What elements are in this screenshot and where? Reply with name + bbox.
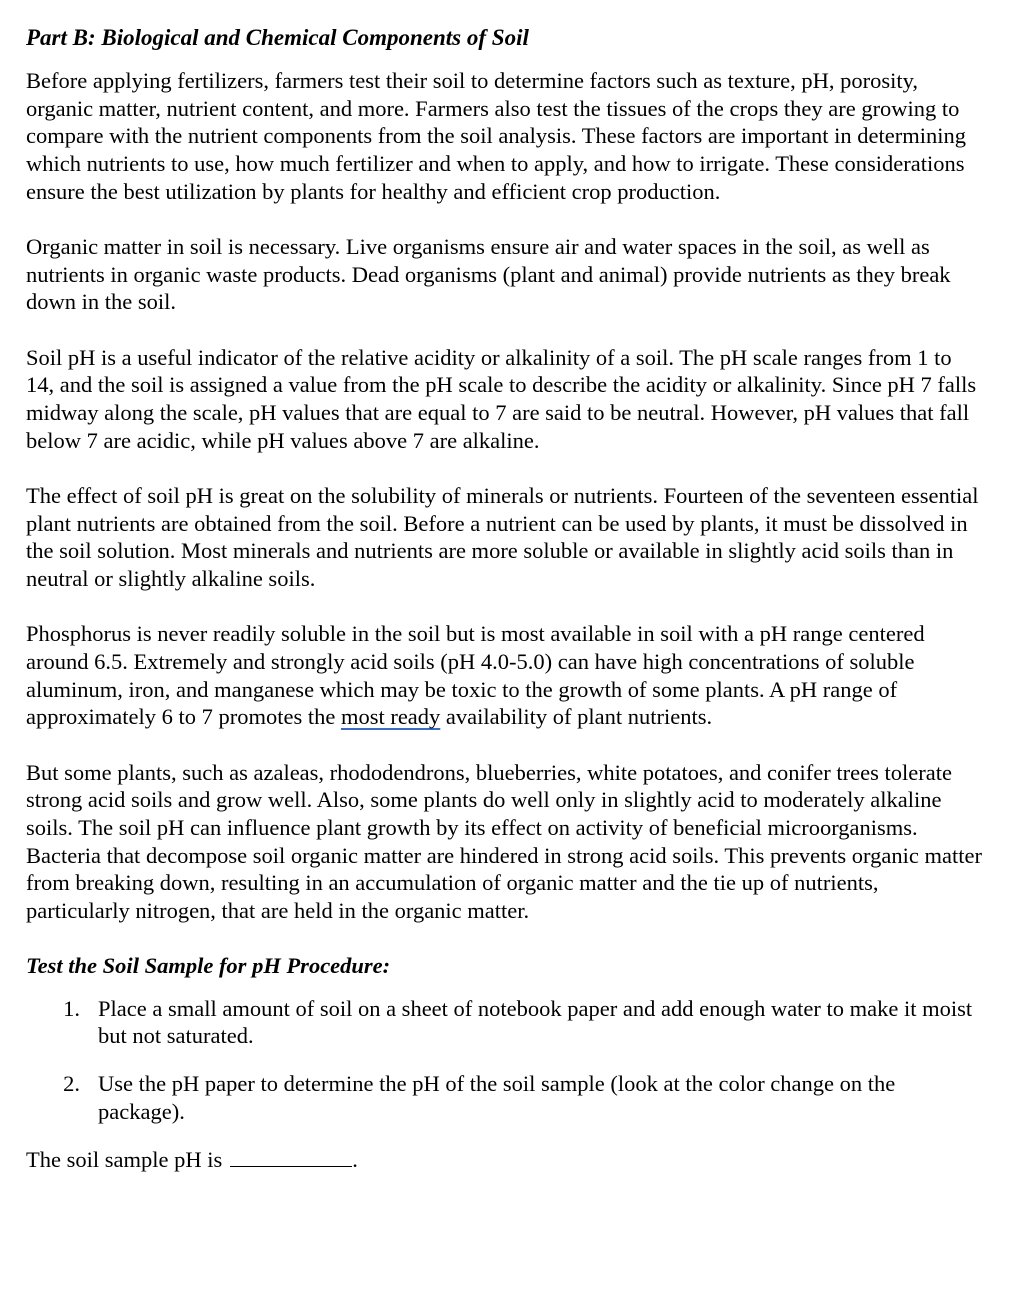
paragraph-phosphorus <box>26 620 984 731</box>
answer-suffix: . <box>352 1146 358 1172</box>
step-text: Place a small amount of soil on a sheet of notebook paper and add enough water to make it moist but not saturated. <box>98 995 973 1049</box>
procedure-step <box>26 1070 984 1125</box>
paragraph-soil-ph: Soil pH is a useful indicator of the relative acidity or alkalinity of a soil. The pH scale ranges from 1 to 14, and the soil is assigned a value from the pH scale to describe the acidity or alkalinity. Since pH 7 falls midway along the scale, pH values that are equal to 7 are said to be neutral. However, pH values that fall below 7 are acidic, while pH values above 7 are alkaline. <box>26 344 977 453</box>
paragraph-acid-tolerant-plants: But some plants, such as azaleas, rhododendrons, blueberries, white potatoes, and conifer trees tolerate strong acid soils and grow well. Also, some plants do well only in slightly acid to moderately alkaline soils. The soil pH can influence plant growth by its effect on activity of beneficial microorganisms. Bacteria that decompose soil organic matter are hindered in strong acid soils. This prevents organic matter from breaking down, resulting in an accumulation of organic matter and the tie up of nutrients, particularly nitrogen, that are held in the organic matter. <box>26 759 982 924</box>
paragraph-phosphorus-end: availability of plant nutrients. <box>440 704 713 730</box>
paragraph-organic-matter: Organic matter in soil is necessary. Live organisms ensure air and water spaces in the soil, as well as nutrients in organic waste products. Dead organisms (plant and animal) provide nutrients as they break down in the soil. <box>26 234 951 315</box>
answer-line <box>26 1146 984 1174</box>
paragraph-solubility: The effect of soil pH is great on the solubility of minerals or nutrients. Fourteen of the seventeen essential plant nutrients are obtained from the soil. Before a nutrient can be used by plants, it must be dissolved in the soil solution. Most minerals and nutrients are more soluble or available in slightly acid soils than in neutral or slightly alkaline soils. <box>26 482 979 592</box>
procedure-title: Test the Soil Sample for pH Procedure: <box>26 952 391 978</box>
step-number: 2. <box>63 1071 80 1097</box>
procedure-step <box>26 995 984 1050</box>
underlined-phrase: most ready <box>340 704 441 730</box>
step-number: 1. <box>63 995 80 1021</box>
answer-blank[interactable] <box>230 1146 352 1167</box>
step-text: Use the pH paper to determine the pH of the soil sample (look at the color change on the package). <box>98 1071 896 1124</box>
procedure-steps <box>26 995 984 1126</box>
paragraph-soil-testing: Before applying fertilizers, farmers test their soil to determine factors such as texture, pH, porosity, organic matter, nutrient content, and more. Farmers also test the tissues of the crops they are growing to compare with the nutrient components from the soil analysis. These factors are important in determining which nutrients to use, how much fertilizer and when to apply, and how to irrigate. These considerations ensure the best utilization by plants for healthy and efficient crop production. <box>26 68 966 204</box>
answer-prompt: The soil sample pH is <box>26 1146 223 1172</box>
section-title: Part B: Biological and Chemical Components of Soil <box>26 25 529 50</box>
paragraph-phosphorus-text: Phosphorus is never readily soluble in the soil but is most available in soil with a pH range centered around 6.5. Extremely and strongly acid soils (pH 4.0-5.0) can have high concentrations of soluble aluminum, iron, and manganese which may be toxic to the growth of some plants. A pH range of approximately 6 to 7 promotes the <box>26 621 925 730</box>
